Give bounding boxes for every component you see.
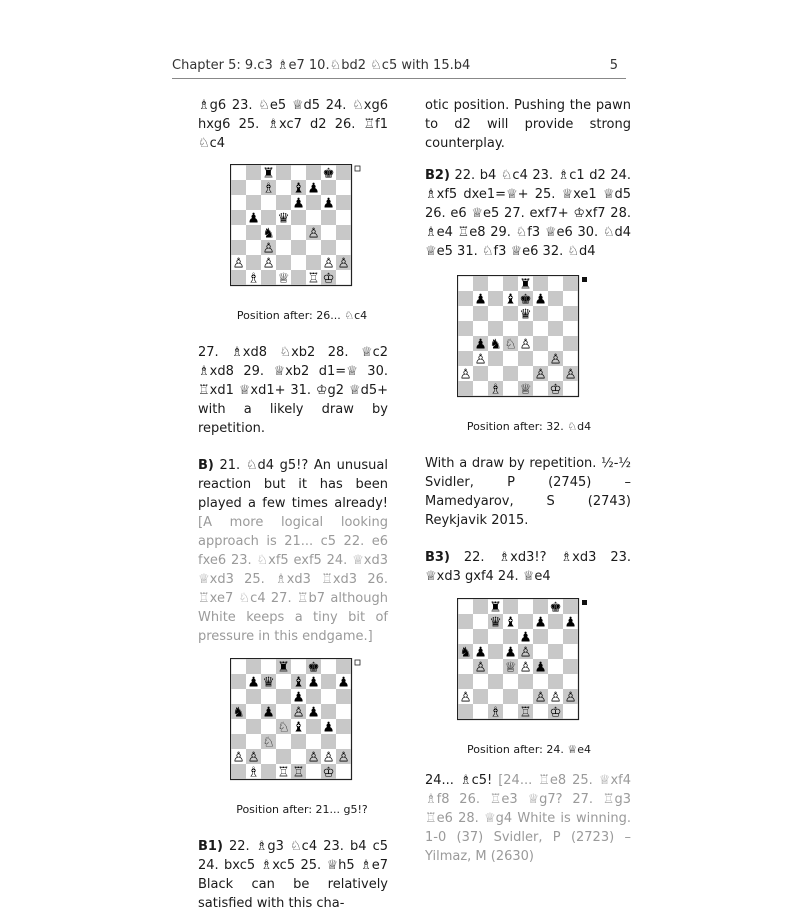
- dark-square: [306, 165, 321, 180]
- black-rook-icon: ♜: [262, 165, 275, 182]
- variation-b-text: 21. ♘d4 g5!? An unusual reaction but it has been played a few times already!: [198, 458, 388, 511]
- white-pawn-icon: ♙: [322, 749, 335, 766]
- black-pawn-icon: ♟: [247, 210, 260, 227]
- dark-square: [473, 276, 488, 291]
- dark-square: [518, 321, 533, 336]
- chess-board-2: [230, 658, 374, 799]
- dark-square: [548, 614, 563, 629]
- chess-board-3: [457, 275, 601, 416]
- black-king-icon: ♚: [549, 599, 562, 616]
- white-pawn-icon: ♙: [337, 749, 350, 766]
- dark-square: [473, 599, 488, 614]
- chapter-title: Chapter 5: 9.c3 ♗e7 10.♘bd2 ♘c5 with 15.b4: [172, 58, 471, 73]
- white-pawn-icon: ♙: [534, 366, 547, 383]
- white-to-move-icon: [355, 166, 360, 171]
- dark-square: [458, 381, 473, 396]
- dark-square: [261, 764, 276, 779]
- white-pawn-icon: ♙: [564, 689, 577, 706]
- white-bishop-icon: ♗: [262, 180, 275, 197]
- dark-square: [306, 689, 321, 704]
- dark-square: [246, 689, 261, 704]
- diagram-3: [457, 275, 601, 436]
- black-knight-icon: ♞: [232, 704, 245, 721]
- variation-label-b1: B1): [198, 839, 223, 854]
- black-pawn-icon: ♟: [292, 689, 305, 706]
- black-bishop-icon: ♝: [504, 291, 517, 308]
- white-knight-icon: ♘: [504, 336, 517, 353]
- white-knight-icon: ♘: [262, 734, 275, 751]
- dark-square: [246, 255, 261, 270]
- chess-board-1: [230, 164, 374, 305]
- dark-square: [336, 659, 351, 674]
- left-paragraph-3: [198, 456, 388, 646]
- dark-square: [336, 689, 351, 704]
- left-paragraph-2: 27. ♗xd8 ♘xb2 28. ♕c2 ♗xd8 29. ♕xb2 d1=♕ 30. ♖xd1 ♕xd1+ 31. ♔g2 ♕d5+ with a likely draw by repetition.: [198, 345, 388, 436]
- variation-b3-comment: [24... ♖e8 25. ♕xf4 ♗f8 26. ♖e3 ♕g7? 27. ♖g3 ♖e6 28. ♕g4 White is winning. 1-0 (37) Svidler, P (2723) – Yilmaz, M (2630): [425, 773, 631, 864]
- black-king-icon: ♚: [322, 165, 335, 182]
- dark-square: [291, 210, 306, 225]
- dark-square: [533, 336, 548, 351]
- black-queen-icon: ♛: [519, 306, 532, 323]
- left-paragraph-1: ♗g6 23. ♘e5 ♕d5 24. ♘xg6 hxg6 25. ♗xc7 d2 26. ♖f1 ♘c4: [198, 98, 388, 151]
- dark-square: [458, 291, 473, 306]
- dark-square: [291, 240, 306, 255]
- dark-square: [458, 704, 473, 719]
- dark-square: [321, 240, 336, 255]
- black-pawn-icon: ♟: [534, 291, 547, 308]
- diagram-1-caption: Position after: 26... ♘c4: [236, 309, 368, 322]
- black-knight-icon: ♞: [489, 336, 502, 353]
- black-pawn-icon: ♟: [247, 674, 260, 691]
- right-paragraph-4: [425, 548, 631, 586]
- dark-square: [231, 180, 246, 195]
- black-bishop-icon: ♝: [292, 180, 305, 197]
- dark-square: [458, 321, 473, 336]
- white-pawn-icon: ♙: [247, 749, 260, 766]
- dark-square: [261, 270, 276, 285]
- variation-b2-text: 22. b4 ♘c4 23. ♗c1 d2 24. ♗xf5 dxe1=♕+ 25. ♕xe1 ♕d5 26. e6 ♕e5 27. exf7+ ♔xf7 28. ♗e4 ♖e8 29. ♘f3 ♕e6 30. ♘d4 ♕e5 31. ♘f3 ♕e6 32. ♘d4: [425, 168, 631, 259]
- white-rook-icon: ♖: [277, 764, 290, 781]
- dark-square: [276, 689, 291, 704]
- dark-square: [231, 240, 246, 255]
- black-rook-icon: ♜: [489, 599, 502, 616]
- dark-square: [473, 689, 488, 704]
- diagram-2: [230, 658, 374, 819]
- black-pawn-icon: ♟: [307, 674, 320, 691]
- dark-square: [563, 276, 578, 291]
- dark-square: [563, 306, 578, 321]
- dark-square: [246, 659, 261, 674]
- white-pawn-icon: ♙: [337, 255, 350, 272]
- white-king-icon: ♔: [549, 704, 562, 721]
- white-knight-icon: ♘: [277, 719, 290, 736]
- dark-square: [563, 336, 578, 351]
- left-column: [198, 96, 388, 913]
- black-bishop-icon: ♝: [292, 674, 305, 691]
- black-pawn-icon: ♟: [474, 291, 487, 308]
- white-pawn-icon: ♙: [519, 659, 532, 676]
- white-pawn-icon: ♙: [459, 366, 472, 383]
- black-rook-icon: ♜: [277, 659, 290, 676]
- white-pawn-icon: ♙: [232, 749, 245, 766]
- dark-square: [503, 306, 518, 321]
- dark-square: [321, 210, 336, 225]
- dark-square: [518, 674, 533, 689]
- black-pawn-icon: ♟: [564, 614, 577, 631]
- dark-square: [321, 734, 336, 749]
- dark-square: [321, 180, 336, 195]
- diagram-4-caption: Position after: 24. ♕e4: [467, 743, 591, 756]
- black-knight-icon: ♞: [262, 225, 275, 242]
- black-pawn-icon: ♟: [322, 195, 335, 212]
- dark-square: [503, 599, 518, 614]
- diagram-2-caption: Position after: 21... g5!?: [236, 803, 368, 816]
- dark-square: [306, 195, 321, 210]
- black-king-icon: ♚: [519, 291, 532, 308]
- dark-square: [503, 629, 518, 644]
- white-pawn-icon: ♙: [519, 336, 532, 353]
- dark-square: [321, 674, 336, 689]
- dark-square: [261, 210, 276, 225]
- page-header: [172, 56, 626, 79]
- diagram-1: [230, 164, 374, 325]
- dark-square: [533, 599, 548, 614]
- black-pawn-icon: ♟: [292, 195, 305, 212]
- dark-square: [488, 291, 503, 306]
- dark-square: [246, 719, 261, 734]
- dark-square: [276, 225, 291, 240]
- dark-square: [503, 366, 518, 381]
- white-pawn-icon: ♙: [232, 255, 245, 272]
- white-king-icon: ♔: [549, 381, 562, 398]
- dark-square: [503, 276, 518, 291]
- diagram-3-caption: Position after: 32. ♘d4: [466, 420, 592, 433]
- dark-square: [473, 306, 488, 321]
- black-pawn-icon: ♟: [307, 704, 320, 721]
- black-pawn-icon: ♟: [534, 659, 547, 676]
- dark-square: [336, 225, 351, 240]
- white-pawn-icon: ♙: [519, 644, 532, 661]
- dark-square: [458, 614, 473, 629]
- right-paragraph-3: With a draw by repetition. ½-½ Svidler, P (2745) – Mamedyarov, S (2743) Reykjavik 2015.: [425, 456, 631, 528]
- dark-square: [291, 734, 306, 749]
- variation-b3-text: 22. ♗xd3!? ♗xd3 23. ♕xd3 gxf4 24. ♕e4: [425, 550, 631, 584]
- black-queen-icon: ♛: [489, 614, 502, 631]
- dark-square: [548, 674, 563, 689]
- variation-label-b: B): [198, 458, 214, 473]
- dark-square: [488, 644, 503, 659]
- variation-label-b3: B3): [425, 550, 450, 565]
- black-pawn-icon: ♟: [307, 180, 320, 197]
- white-king-icon: ♔: [322, 270, 335, 287]
- black-pawn-icon: ♟: [262, 704, 275, 721]
- dark-square: [518, 351, 533, 366]
- white-rook-icon: ♖: [292, 764, 305, 781]
- black-rook-icon: ♜: [519, 276, 532, 293]
- white-pawn-icon: ♙: [474, 659, 487, 676]
- white-pawn-icon: ♙: [564, 366, 577, 383]
- dark-square: [246, 195, 261, 210]
- dark-square: [231, 674, 246, 689]
- white-queen-icon: ♕: [519, 381, 532, 398]
- white-pawn-icon: ♙: [292, 704, 305, 721]
- dark-square: [336, 719, 351, 734]
- dark-square: [533, 276, 548, 291]
- black-bishop-icon: ♝: [292, 719, 305, 736]
- white-bishop-icon: ♗: [489, 704, 502, 721]
- white-bishop-icon: ♗: [489, 381, 502, 398]
- dark-square: [246, 165, 261, 180]
- white-king-icon: ♔: [322, 764, 335, 781]
- dark-square: [231, 270, 246, 285]
- dark-square: [563, 599, 578, 614]
- dark-square: [246, 225, 261, 240]
- white-pawn-icon: ♙: [262, 240, 275, 257]
- white-pawn-icon: ♙: [307, 225, 320, 242]
- dark-square: [548, 291, 563, 306]
- white-to-move-icon: [355, 660, 360, 665]
- dark-square: [231, 764, 246, 779]
- dark-square: [488, 674, 503, 689]
- black-to-move-icon: [582, 277, 587, 282]
- white-queen-icon: ♕: [277, 270, 290, 287]
- black-bishop-icon: ♝: [504, 614, 517, 631]
- variation-b-comment: [A more logical looking approach is 21... c5 22. e6 fxe6 23. ♘xf5 exf5 24. ♕xd3 ♕xd3 25. ♗xd3 ♖xd3 26. ♖xe7 ♘c4 27. ♖b7 although White keeps a tiny bit of pressure in this endgame.]: [198, 515, 388, 644]
- dark-square: [488, 321, 503, 336]
- black-pawn-icon: ♟: [474, 336, 487, 353]
- dark-square: [473, 629, 488, 644]
- diagram-4: [457, 598, 601, 759]
- dark-square: [503, 689, 518, 704]
- white-pawn-icon: ♙: [534, 689, 547, 706]
- dark-square: [231, 734, 246, 749]
- variation-label-b2: B2): [425, 168, 450, 183]
- dark-square: [563, 629, 578, 644]
- dark-square: [533, 629, 548, 644]
- dark-square: [231, 210, 246, 225]
- dark-square: [518, 614, 533, 629]
- white-pawn-icon: ♙: [307, 749, 320, 766]
- white-rook-icon: ♖: [307, 270, 320, 287]
- black-pawn-icon: ♟: [504, 644, 517, 661]
- dark-square: [276, 255, 291, 270]
- right-paragraph-1: otic position. Pushing the pawn to d2 will provide strong counterplay.: [425, 98, 631, 151]
- black-pawn-icon: ♟: [519, 629, 532, 646]
- black-pawn-icon: ♟: [337, 674, 350, 691]
- black-pawn-icon: ♟: [322, 719, 335, 736]
- dark-square: [276, 749, 291, 764]
- white-rook-icon: ♖: [519, 704, 532, 721]
- variation-b3-continuation: 24... ♗c5!: [425, 773, 493, 788]
- white-queen-icon: ♕: [504, 659, 517, 676]
- white-pawn-icon: ♙: [322, 255, 335, 272]
- variation-b1-text: 22. ♗g3 ♘c4 23. b4 c5 24. bxc5 ♗xc5 25. ♕h5 ♗e7 Black can be relatively satisfied with this cha-: [198, 839, 388, 911]
- black-queen-icon: ♛: [262, 674, 275, 691]
- chess-board-4: [457, 598, 601, 739]
- black-pawn-icon: ♟: [534, 614, 547, 631]
- dark-square: [291, 270, 306, 285]
- dark-square: [488, 351, 503, 366]
- right-paragraph-2: [425, 166, 631, 261]
- dark-square: [533, 306, 548, 321]
- dark-square: [336, 195, 351, 210]
- dark-square: [548, 644, 563, 659]
- black-king-icon: ♚: [307, 659, 320, 676]
- right-column: [425, 96, 631, 866]
- dark-square: [563, 659, 578, 674]
- white-pawn-icon: ♙: [549, 689, 562, 706]
- dark-square: [458, 674, 473, 689]
- dark-square: [276, 195, 291, 210]
- black-to-move-icon: [582, 600, 587, 605]
- black-knight-icon: ♞: [459, 644, 472, 661]
- dark-square: [458, 351, 473, 366]
- dark-square: [306, 719, 321, 734]
- left-paragraph-4: [198, 837, 388, 913]
- dark-square: [321, 704, 336, 719]
- black-queen-icon: ♛: [277, 210, 290, 227]
- white-pawn-icon: ♙: [549, 351, 562, 368]
- dark-square: [306, 255, 321, 270]
- white-pawn-icon: ♙: [474, 351, 487, 368]
- white-bishop-icon: ♗: [247, 270, 260, 287]
- dark-square: [473, 366, 488, 381]
- dark-square: [548, 321, 563, 336]
- white-bishop-icon: ♗: [247, 764, 260, 781]
- dark-square: [336, 165, 351, 180]
- right-paragraph-5: [425, 771, 631, 866]
- white-pawn-icon: ♙: [262, 255, 275, 272]
- black-pawn-icon: ♟: [474, 644, 487, 661]
- dark-square: [276, 165, 291, 180]
- page-number: 5: [609, 58, 618, 73]
- white-pawn-icon: ♙: [459, 689, 472, 706]
